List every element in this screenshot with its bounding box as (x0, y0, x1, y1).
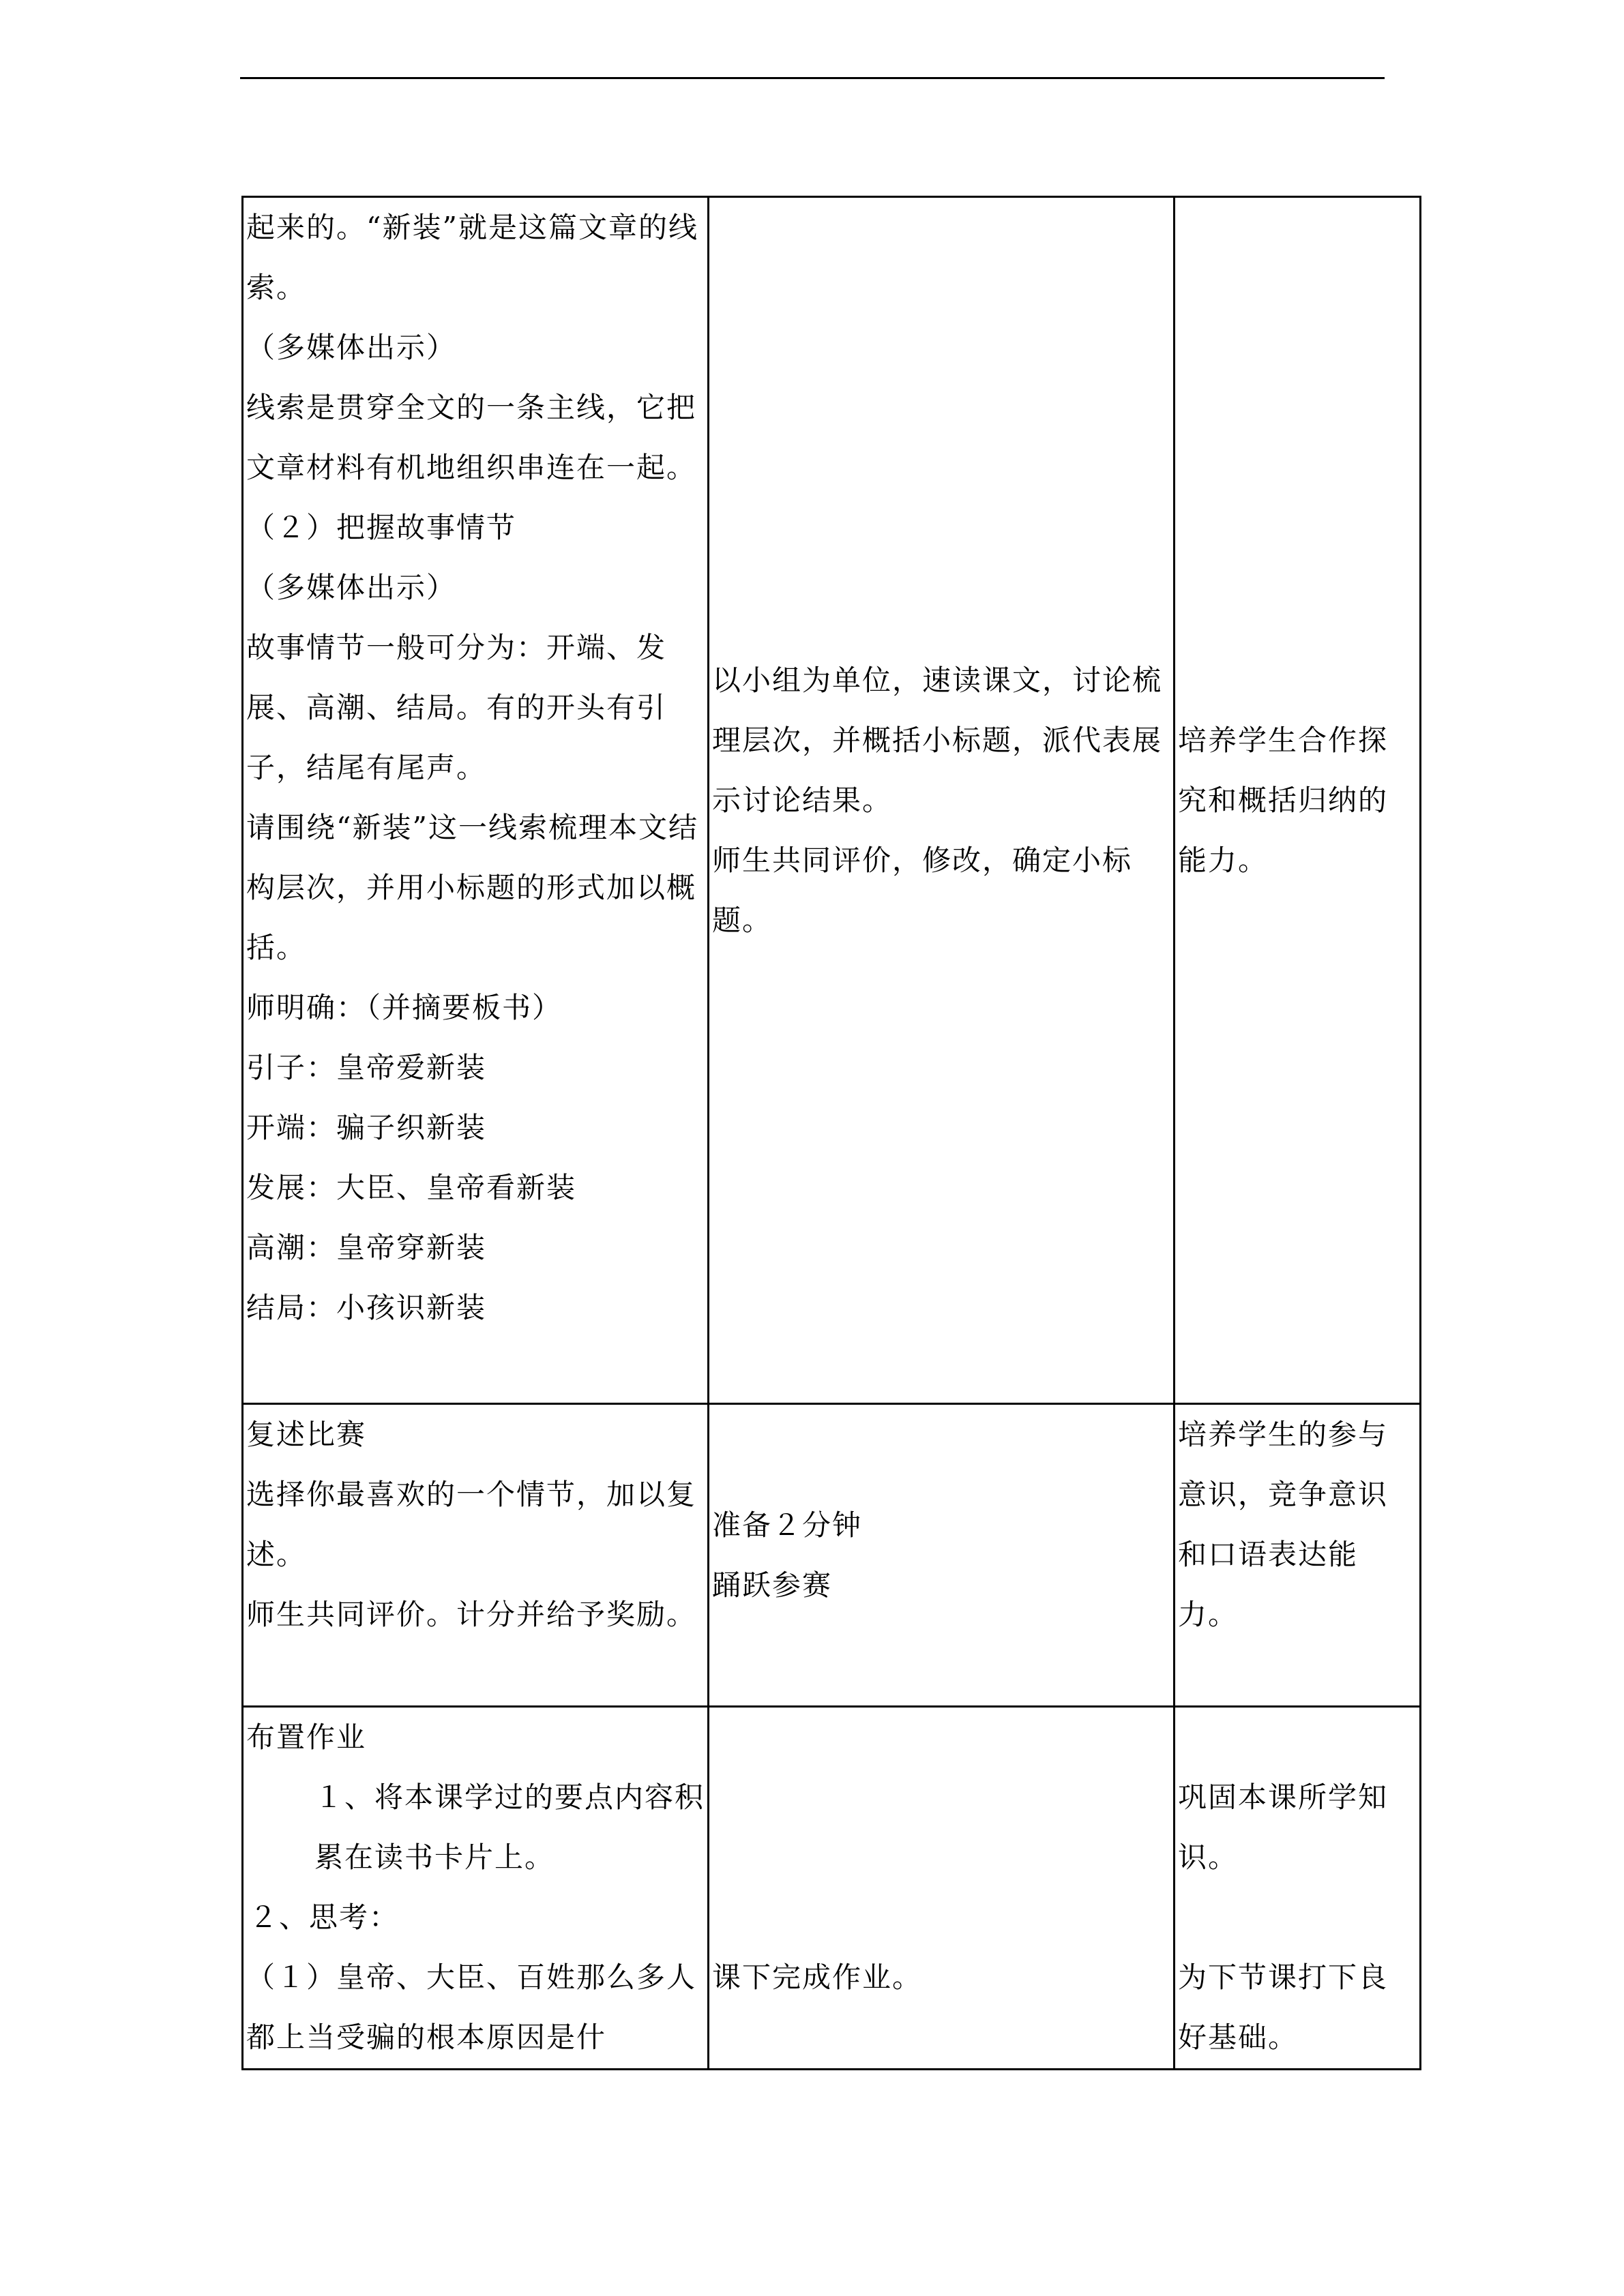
teacher-line: 复述比赛 (246, 1418, 367, 1451)
purpose-line: 培养学生的参与意识，竞争意识和口语表达能力。 (1178, 1418, 1389, 1631)
teacher-activity-cell (243, 1707, 709, 2070)
teacher-line: 发展：大臣、皇帝看新装 (246, 1171, 577, 1204)
teacher-line: （２）把握故事情节 (246, 511, 517, 544)
purpose-line: 为下节课打下良好基础。 (1178, 1960, 1389, 2054)
teacher-line: 故事情节一般可分为：开端、发展、高潮、结局。有的开头有引子，结尾有尾声。 (246, 631, 667, 784)
teacher-activity-cell (243, 1404, 709, 1707)
teacher-line: 开端：骗子织新装 (246, 1111, 487, 1144)
design-purpose-cell (1175, 1707, 1421, 2070)
teacher-line: 师明确：（并摘要板书） (246, 991, 563, 1024)
teacher-line: １、将本课学过的要点内容积累在读书卡片上。 (314, 1780, 705, 1874)
design-purpose-cell (1175, 197, 1421, 1404)
student-line: 准备２分钟 (712, 1508, 863, 1542)
teacher-line: （１）皇帝、大臣、百姓那么多人都上当受骗的根本原因是什 (246, 1960, 697, 2054)
design-purpose-cell (1175, 1404, 1421, 1707)
table-row-homework (243, 1707, 1421, 2070)
student-line: 师生共同评价，修改，确定小标题。 (712, 843, 1133, 937)
student-line: 踊跃参赛 (712, 1568, 833, 1602)
student-line: 课下完成作业。 (712, 1960, 923, 1994)
teacher-line: 结局：小孩识新装 (246, 1291, 487, 1324)
student-line: 以小组为单位，速读课文，讨论梳理层次，并概括小标题，派代表展示讨论结果。 (712, 663, 1163, 817)
table-row-retelling (243, 1404, 1421, 1707)
student-activity-cell (709, 1404, 1175, 1707)
student-activity-cell (709, 197, 1175, 1404)
teacher-line: 布置作业 (246, 1720, 367, 1754)
teacher-line: 请围绕“新装”这一线索梳理本文结构层次，并用小标题的形式加以概括。 (246, 811, 698, 964)
lesson-plan-table (241, 196, 1421, 2070)
teacher-line: 引子：皇帝爱新装 (246, 1051, 487, 1084)
teacher-line: 线索是贯穿全文的一条主线，它把文章材料有机地组织串连在一起。 (246, 391, 697, 484)
teacher-line: （多媒体出示） (246, 571, 457, 604)
teacher-line: 起来的。“新装”就是这篇文章的线索。 (246, 211, 698, 304)
teacher-activity-cell (243, 197, 709, 1404)
teacher-line: 师生共同评价。计分并给予奖励。 (246, 1598, 697, 1631)
student-activity-cell (709, 1707, 1175, 2070)
table-row-plot (243, 197, 1421, 1404)
purpose-line: 巩固本课所学知识。 (1178, 1780, 1389, 1874)
header-rule (240, 77, 1385, 79)
purpose-line: 培养学生合作探究和概括归纳的能力。 (1178, 723, 1389, 877)
teacher-line: 高潮：皇帝穿新装 (246, 1231, 487, 1264)
teacher-line: ２、思考： (249, 1900, 400, 1934)
teacher-line: 选择你最喜欢的一个情节，加以复述。 (246, 1478, 697, 1571)
teacher-line: （多媒体出示） (246, 331, 457, 364)
